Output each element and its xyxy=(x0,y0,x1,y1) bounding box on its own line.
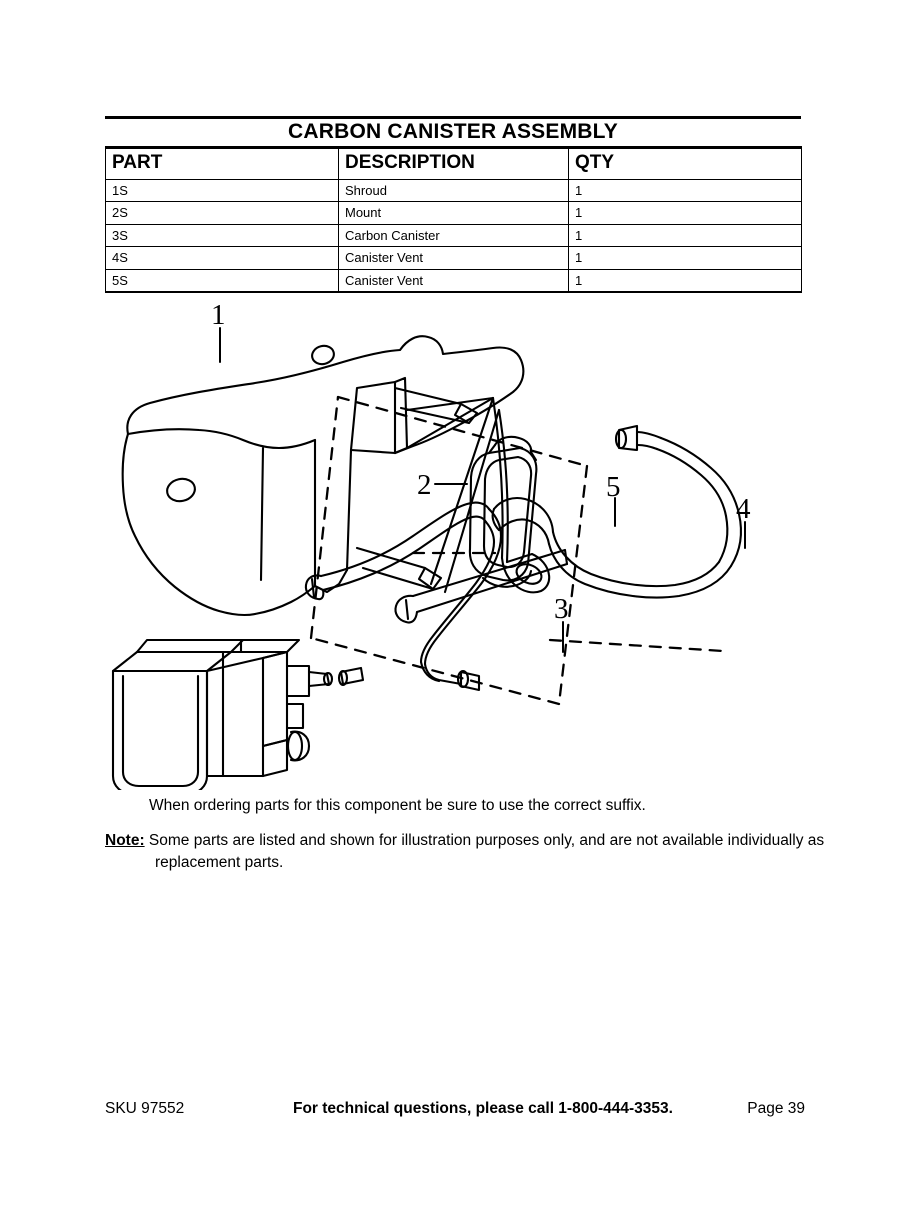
cell-part: 2S xyxy=(106,202,339,225)
cell-qty: 1 xyxy=(569,224,802,247)
callout-number-1: 1 xyxy=(211,300,226,331)
cell-part: 4S xyxy=(106,247,339,270)
assembly-alignment-lines xyxy=(311,397,723,704)
callout-number-2: 2 xyxy=(417,469,432,501)
table-row xyxy=(106,269,802,292)
cell-part: 1S xyxy=(106,179,339,202)
footer-support-phone: For technical questions, please call 1-800-444-3353. xyxy=(293,1100,673,1117)
cell-qty: 1 xyxy=(569,202,802,225)
cell-qty: 1 xyxy=(569,247,802,270)
cell-description: Canister Vent xyxy=(339,247,569,270)
cell-description: Shroud xyxy=(339,179,569,202)
note-paragraph xyxy=(105,830,855,875)
cell-description: Mount xyxy=(339,202,569,225)
column-header-part: PART xyxy=(106,148,339,180)
callout-number-4: 4 xyxy=(736,493,751,525)
callout-number-3: 3 xyxy=(554,593,569,625)
table-row xyxy=(106,247,802,270)
cell-qty: 1 xyxy=(569,269,802,292)
table-title: CARBON CANISTER ASSEMBLY xyxy=(288,120,618,143)
note-label: Note: xyxy=(105,832,145,849)
parts-table xyxy=(105,146,802,293)
page-footer xyxy=(105,1100,805,1118)
cell-description: Canister Vent xyxy=(339,269,569,292)
note-text: Some parts are listed and shown for illustration purposes only, and are not available individually as replacement parts. xyxy=(148,832,825,872)
assembly-drawing xyxy=(95,300,835,790)
column-header-description: DESCRIPTION xyxy=(339,148,569,180)
table-row xyxy=(106,179,802,202)
cell-description: Carbon Canister xyxy=(339,224,569,247)
table-row xyxy=(106,224,802,247)
callout-leader-lines xyxy=(220,328,745,652)
cell-qty: 1 xyxy=(569,179,802,202)
cell-part: 3S xyxy=(106,224,339,247)
table-header-row xyxy=(106,148,802,180)
footer-sku: SKU 97552 xyxy=(105,1100,185,1117)
ordering-instruction-paragraph: When ordering parts for this component be sure to use the correct suffix. xyxy=(149,797,646,814)
canister-port-stub xyxy=(339,668,363,685)
cell-part: 5S xyxy=(106,269,339,292)
exploded-assembly-diagram xyxy=(95,300,835,790)
part-carbon-canister xyxy=(113,640,332,790)
footer-page-number: Page 39 xyxy=(747,1100,805,1117)
callout-number-5: 5 xyxy=(606,471,621,503)
parts-table-block xyxy=(105,116,801,293)
table-row xyxy=(106,202,802,225)
column-header-qty: QTY xyxy=(569,148,802,180)
